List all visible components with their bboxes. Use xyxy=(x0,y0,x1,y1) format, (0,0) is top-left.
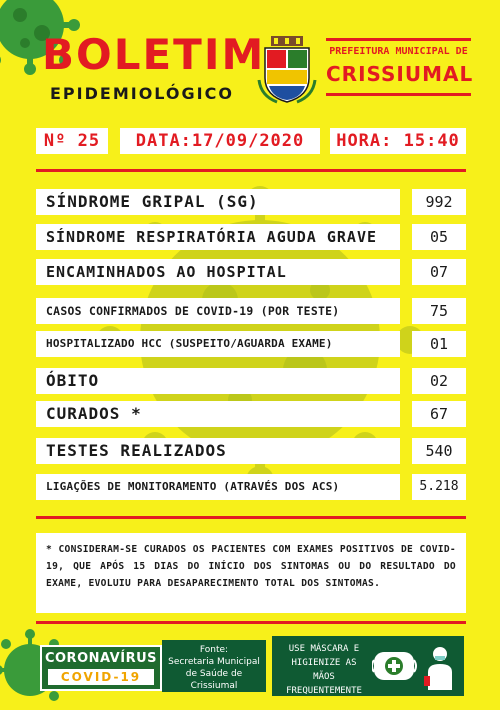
stat-value: 75 xyxy=(412,298,466,324)
bulletin-date: DATA:17/09/2020 xyxy=(120,128,320,154)
stat-value: 5.218 xyxy=(412,474,466,500)
bulletin-time: HORA: 15:40 xyxy=(330,128,466,154)
source-text: Secretaria Municipal de Saúde de Crissiumal xyxy=(168,657,260,691)
stat-value: 540 xyxy=(412,438,466,464)
stat-value: 67 xyxy=(412,401,466,427)
divider-bottom xyxy=(36,516,466,519)
covid19-label: COVID-19 xyxy=(48,669,154,685)
source-box xyxy=(162,640,266,692)
stat-value: 07 xyxy=(412,259,466,285)
stat-label: SÍNDROME GRIPAL (SG) xyxy=(36,189,400,215)
advice-line-2: HIGIENIZE AS MÃOS xyxy=(291,658,357,682)
hygiene-advice-text xyxy=(278,642,370,698)
municipality-name: CRISSIUMAL xyxy=(326,62,474,86)
mask-handwash-icon xyxy=(372,642,460,692)
bulletin-number: Nº 25 xyxy=(36,128,108,154)
stat-label: ENCAMINHADOS AO HOSPITAL xyxy=(36,259,400,285)
stat-value: 05 xyxy=(412,224,466,250)
stat-value: 01 xyxy=(412,331,466,357)
stat-value: 02 xyxy=(412,368,466,394)
footer-divider xyxy=(36,621,466,624)
bulletin-subtitle: EPIDEMIOLÓGICO xyxy=(50,84,234,103)
municipal-crest-icon xyxy=(257,36,317,104)
prefeitura-label: PREFEITURA MUNICIPAL DE xyxy=(329,46,468,57)
stat-label: CASOS CONFIRMADOS DE COVID-19 (POR TESTE) xyxy=(36,298,400,324)
advice-line-3: FREQUENTEMENTE xyxy=(286,686,362,696)
hygiene-advice-box xyxy=(272,636,464,696)
stat-label: CURADOS * xyxy=(36,401,400,427)
bulletin-title: BOLETIM xyxy=(42,30,266,79)
divider-top xyxy=(36,169,466,172)
curados-footnote: * CONSIDERAM-SE CURADOS OS PACIENTES COM EXAMES POSITIVOS DE COVID-19, QUE APÓS 15 DIAS DO INÍCIO DOS SINTOMAS OU DO RESULTADO DO EXAME, EVOLUIU PARA DESAPARECIMENTO TOTAL DOS SINTOMAS. xyxy=(36,533,466,613)
coronavirus-logo xyxy=(40,645,162,691)
pref-top-line xyxy=(326,38,471,41)
stat-value: 992 xyxy=(412,189,466,215)
advice-line-1: USE MÁSCARA E xyxy=(288,644,360,654)
stat-label: ÓBITO xyxy=(36,368,400,394)
coronavirus-label: CORONAVÍRUS xyxy=(44,651,158,666)
stat-label: SÍNDROME RESPIRATÓRIA AGUDA GRAVE xyxy=(36,224,400,250)
stat-label: HOSPITALIZADO HCC (SUSPEITO/AGUARDA EXAME) xyxy=(36,331,400,357)
prefeitura-logo xyxy=(326,38,474,98)
stat-label: TESTES REALIZADOS xyxy=(36,438,400,464)
pref-bottom-line xyxy=(326,93,471,96)
stat-label: LIGAÇÕES DE MONITORAMENTO (ATRAVÉS DOS ACS) xyxy=(36,474,400,500)
source-label: Fonte: xyxy=(199,645,229,655)
